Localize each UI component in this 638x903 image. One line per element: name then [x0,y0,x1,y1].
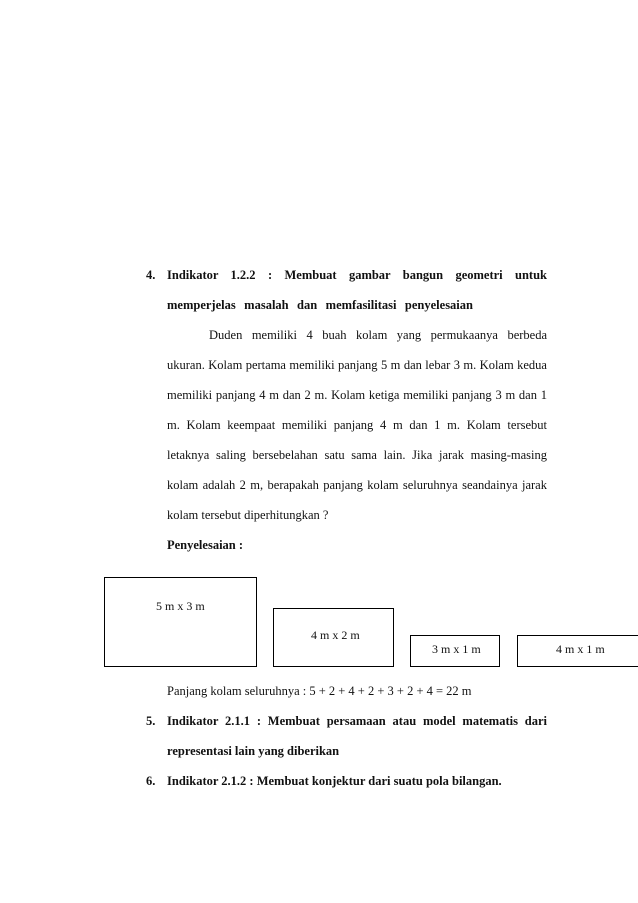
item-4-indicator-line-1: Indikator 1.2.2 : Membuat gambar bangun geometri untuk [167,268,547,282]
item-6-line-1: Indikator 2.1.2 : Membuat konjektur dari suatu pola bilangan. [167,774,502,788]
pool-1-label: 5 m x 3 m [156,599,205,613]
problem-line-7: kolam tersebut diperhitungkan ? [167,508,329,522]
pool-2-label: 4 m x 2 m [311,628,360,642]
problem-line-5: letaknya saling bersebelahan satu sama lain. Jika jarak masing-masing [167,448,547,462]
item-6-number: 6. [146,774,156,788]
item-5-line-2: representasi lain yang diberikan [167,744,340,758]
pool-1-rect [104,577,257,667]
solution-heading: Penyelesaian : [167,538,244,552]
item-5-number: 5. [146,714,156,728]
problem-line-3: memiliki panjang 4 m dan 2 m. Kolam ketiga memiliki panjang 3 m dan 1 [167,388,547,402]
pool-3-label: 3 m x 1 m [432,642,481,656]
problem-line-2: ukuran. Kolam pertama memiliki panjang 5 m dan lebar 3 m. Kolam kedua [167,358,547,372]
pool-4-rect [517,635,638,667]
item-4-number: 4. [146,268,156,282]
pool-3-rect [410,635,500,667]
pool-4-label: 4 m x 1 m [556,642,605,656]
problem-line-1: Duden memiliki 4 buah kolam yang permukaanya berbeda [209,328,547,342]
item-4-indicator-line-2: memperjelas masalah dan memfasilitasi penyelesaian [167,298,473,312]
problem-line-4: m. Kolam keempaat memiliki panjang 4 m dan 1 m. Kolam tersebut [167,418,547,432]
answer-line: Panjang kolam seluruhnya : 5 + 2 + 4 + 2 + 3 + 2 + 4 = 22 m [167,684,472,698]
item-5-line-1: Indikator 2.1.1 : Membuat persamaan atau model matematis dari [167,714,547,728]
pool-2-rect [273,608,394,667]
problem-line-6: kolam adalah 2 m, berapakah panjang kolam seluruhnya seandainya jarak [167,478,547,492]
